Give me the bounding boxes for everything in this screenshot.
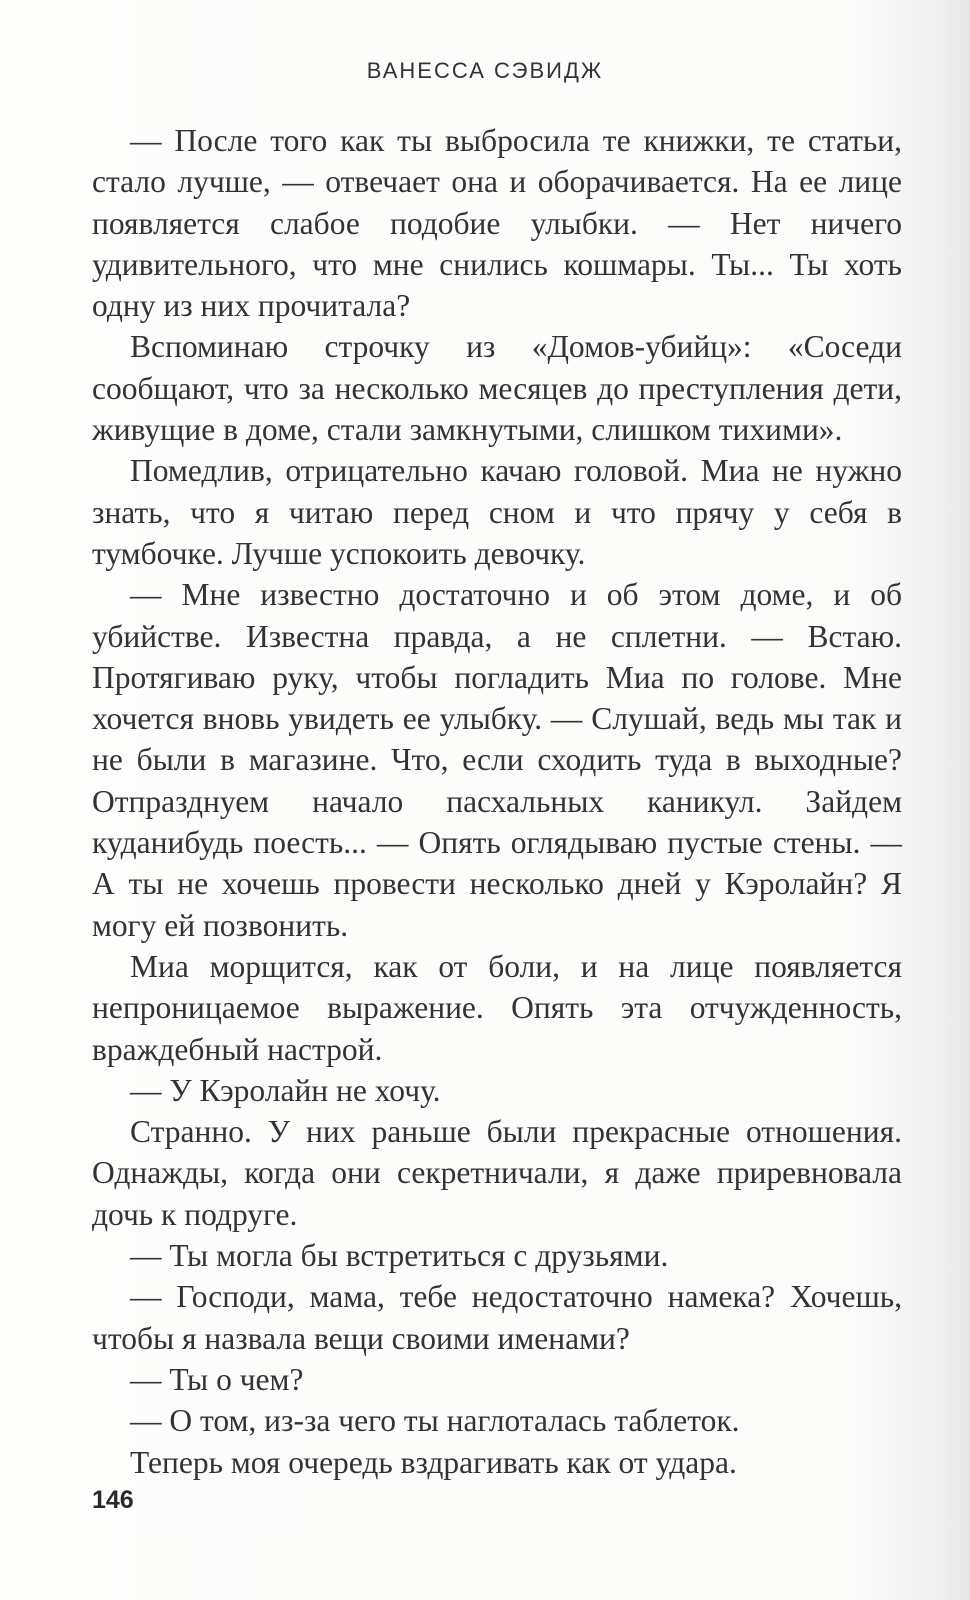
paragraph: Вспоминаю строчку из «Домов-убийц»: «Соседи сообщают, что за несколько месяцев до преступления дети, живущие в доме, стали замкнутыми, слишком тихими».	[92, 329, 902, 448]
paragraph: Теперь моя очередь вздрагивать как от удара.	[130, 1444, 737, 1480]
running-head-author: ВАНЕССА СЭВИДЖ	[366, 58, 604, 83]
paragraph: — Ты о чем?	[130, 1361, 304, 1397]
paragraph: Помедлив, отрицательно качаю головой. Миа не нужно знать, что я читаю перед сном и что прячу у себя в тумбочке. Лучше успокоить девочку.	[92, 453, 902, 571]
body-text	[92, 120, 902, 1483]
paragraph: — Господи, мама, тебе недостаточно намека? Хочешь, чтобы я назвала вещи своими именами?	[92, 1279, 902, 1356]
paragraph: — После того как ты выбросила те книжки, те статьи, стало лучше, — отвечает она и оборачивается. На ее лице появляется слабое подобие улыбки. — Нет ничего удивительного, что мне снились кошмары. Ты... Ты хоть одну из них прочитала?	[92, 123, 902, 324]
paragraph: Миа морщится, как от боли, и на лице появляется непроницаемое выражение. Опять эта отчужденность, враждебный настрой.	[92, 948, 902, 1067]
paragraph: — О том, из-за чего ты наглоталась таблеток.	[130, 1403, 740, 1439]
page-number: 146	[92, 1486, 134, 1514]
paragraph: — У Кэролайн не хочу.	[130, 1072, 441, 1108]
paragraph: Странно. У них раньше были прекрасные отношения. Однажды, когда они секретничали, я даже приревновала дочь к подруге.	[92, 1114, 902, 1232]
paragraph: — Ты могла бы встретиться с друзьями.	[130, 1238, 669, 1274]
paragraph: — Мне известно достаточно и об этом доме, и об убийстве. Известна правда, а не сплетни. — Встаю. Протягиваю руку, чтобы погладить Миа по голове. Мне хочется вновь увидеть ее улыбку. — Слушай, ведь мы так и не были в магазине. Что, если сходить туда в выходные? Отпразднуем начало пасхальных каникул. Зайдем куданибудь поесть... — Опять оглядываю пустые стены. — А ты не хочешь провести несколько дней у Кэролайн? Я могу ей позвонить.	[92, 577, 902, 943]
